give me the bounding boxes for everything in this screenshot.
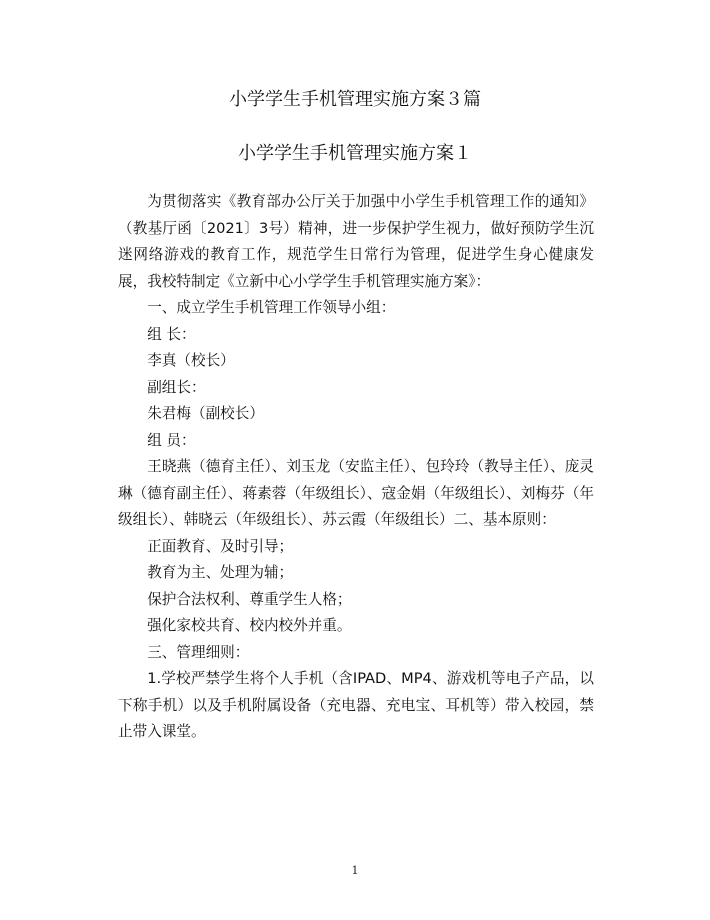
document-title: 小学学生手机管理实施方案３篇 [229, 89, 481, 110]
section-heading-leadership-group: 一、成立学生手机管理工作领导小组： [147, 299, 396, 316]
section-heading-management-rules: 三、管理细则： [147, 643, 250, 661]
members-label: 组 员： [147, 431, 196, 449]
members-list-paragraph: 王晓燕（德育主任）、刘玉龙（安监主任）、包玲玲（教导主任）、庞灵琳（德育副主任）、蒋素蓉（年级组长）、寇金娟（年级组长）、刘梅芬（年级组长）、韩晓云（年级组长）、苏云霞（年级组长）二、基本原则： [118, 458, 594, 528]
principle-item: 教育为主、处理为辅； [147, 564, 294, 581]
deputy-leader-name: 朱君梅（副校长） [147, 405, 264, 422]
deputy-leader-label: 副组长： [147, 378, 206, 396]
principle-item: 保护合法权利、尊重学生人格； [147, 590, 352, 608]
leader-name: 李真（校长） [147, 352, 235, 369]
leader-label: 组 长： [147, 325, 196, 343]
page-number: 1 [351, 864, 359, 877]
intro-paragraph: 为贯彻落实《教育部办公厅关于加强中小学生手机管理工作的通知》（教基厅函〔2021〕3号）精神，进一步保护学生视力，做好预防学生沉迷网络游戏的教育工作，规范学生日常行为管理，促进学生身心健康发展，我校特制定《立新中心小学学生手机管理实施方案》： [118, 193, 594, 290]
principle-item: 正面教育、及时引导； [147, 537, 294, 555]
document-subtitle: 小学学生手机管理实施方案１ [238, 143, 472, 164]
principle-item: 强化家校共育、校内校外并重。 [147, 617, 352, 634]
rule-paragraph: 1.学校严禁学生将个人手机（含IPAD、MP4、游戏机等电子产品，以下称手机）以及手机附属设备（充电器、充电宝、耳机等）带入校园，禁止带入课堂。 [118, 670, 594, 740]
document-body [118, 189, 594, 746]
